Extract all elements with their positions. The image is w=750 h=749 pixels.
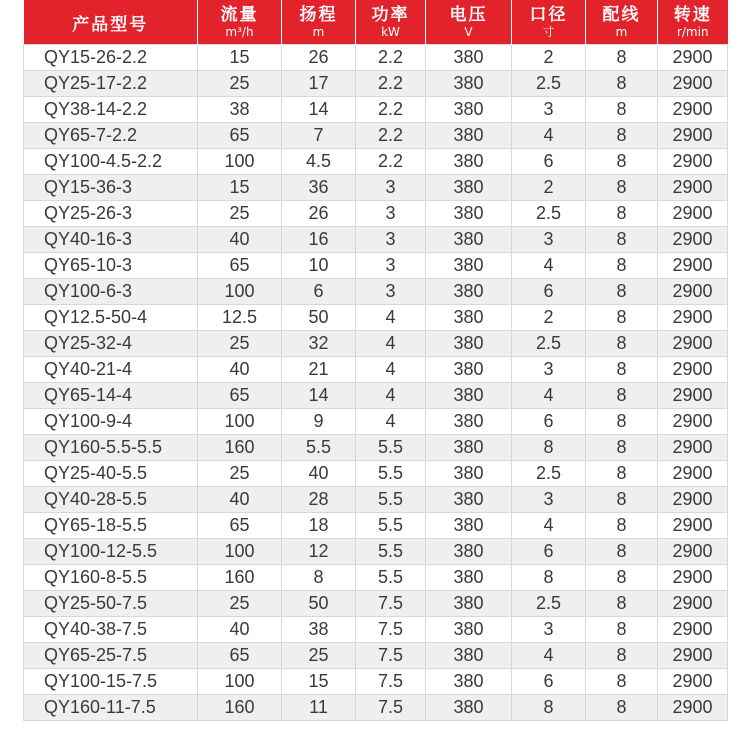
- header-flow: [198, 0, 282, 45]
- cell-voltage: 380: [426, 331, 512, 357]
- cell-power: 7.5: [356, 643, 426, 669]
- cell-speed: 2900: [658, 123, 728, 149]
- cell-cable: 8: [586, 643, 658, 669]
- table-row: [24, 487, 728, 513]
- header-speed-unit: r/min: [676, 25, 709, 39]
- cell-power: 5.5: [356, 487, 426, 513]
- header-flow-label: 流量: [220, 5, 259, 25]
- cell-voltage: 380: [426, 45, 512, 71]
- cell-cable: 8: [586, 357, 658, 383]
- cell-speed: 2900: [658, 97, 728, 123]
- cell-power: 3: [356, 253, 426, 279]
- cell-speed: 2900: [658, 71, 728, 97]
- cell-diameter: 2.5: [512, 461, 586, 487]
- cell-diameter: 6: [512, 149, 586, 175]
- cell-power: 4: [356, 383, 426, 409]
- cell-cable: 8: [586, 617, 658, 643]
- cell-head: 14: [282, 383, 356, 409]
- cell-cable: 8: [586, 71, 658, 97]
- cell-model: QY160-11-7.5: [24, 695, 198, 721]
- cell-head: 7: [282, 123, 356, 149]
- cell-power: 3: [356, 175, 426, 201]
- cell-flow: 25: [198, 591, 282, 617]
- cell-cable: 8: [586, 487, 658, 513]
- cell-model: QY40-16-3: [24, 227, 198, 253]
- table-row: [24, 331, 728, 357]
- table-row: [24, 695, 728, 721]
- header-diameter: [512, 0, 586, 45]
- header-diameter-label: 口径: [529, 5, 568, 25]
- cell-voltage: 380: [426, 149, 512, 175]
- cell-model: QY40-28-5.5: [24, 487, 198, 513]
- cell-head: 25: [282, 643, 356, 669]
- cell-power: 7.5: [356, 669, 426, 695]
- table-header: [24, 0, 728, 45]
- header-voltage: [426, 0, 512, 45]
- cell-head: 50: [282, 591, 356, 617]
- cell-speed: 2900: [658, 539, 728, 565]
- header-row: [24, 0, 728, 45]
- cell-model: QY25-50-7.5: [24, 591, 198, 617]
- cell-model: QY40-38-7.5: [24, 617, 198, 643]
- table-row: [24, 175, 728, 201]
- cell-head: 9: [282, 409, 356, 435]
- cell-model: QY65-7-2.2: [24, 123, 198, 149]
- cell-flow: 40: [198, 487, 282, 513]
- table-row: [24, 253, 728, 279]
- table-row: [24, 461, 728, 487]
- cell-head: 16: [282, 227, 356, 253]
- cell-voltage: 380: [426, 669, 512, 695]
- header-flow-unit: m³/h: [225, 25, 254, 39]
- cell-power: 4: [356, 409, 426, 435]
- cell-diameter: 3: [512, 227, 586, 253]
- header-model-label: 产品型号: [72, 14, 149, 35]
- cell-voltage: 380: [426, 435, 512, 461]
- cell-speed: 2900: [658, 669, 728, 695]
- cell-cable: 8: [586, 513, 658, 539]
- cell-cable: 8: [586, 201, 658, 227]
- header-cable-unit: m: [615, 25, 628, 39]
- cell-power: 5.5: [356, 513, 426, 539]
- cell-model: QY160-5.5-5.5: [24, 435, 198, 461]
- cell-voltage: 380: [426, 565, 512, 591]
- cell-voltage: 380: [426, 695, 512, 721]
- cell-model: QY100-9-4: [24, 409, 198, 435]
- cell-diameter: 4: [512, 513, 586, 539]
- cell-flow: 100: [198, 279, 282, 305]
- cell-cable: 8: [586, 383, 658, 409]
- cell-cable: 8: [586, 227, 658, 253]
- cell-speed: 2900: [658, 435, 728, 461]
- cell-power: 4: [356, 331, 426, 357]
- cell-voltage: 380: [426, 461, 512, 487]
- cell-flow: 65: [198, 643, 282, 669]
- cell-diameter: 2: [512, 305, 586, 331]
- cell-model: QY12.5-50-4: [24, 305, 198, 331]
- cell-diameter: 8: [512, 435, 586, 461]
- cell-diameter: 8: [512, 565, 586, 591]
- cell-voltage: 380: [426, 513, 512, 539]
- cell-diameter: 4: [512, 123, 586, 149]
- cell-voltage: 380: [426, 279, 512, 305]
- cell-speed: 2900: [658, 279, 728, 305]
- cell-flow: 100: [198, 149, 282, 175]
- header-cable-label: 配线: [602, 5, 641, 25]
- cell-power: 2.2: [356, 149, 426, 175]
- cell-diameter: 8: [512, 695, 586, 721]
- cell-head: 8: [282, 565, 356, 591]
- spec-table-container: [23, 0, 727, 721]
- cell-model: QY160-8-5.5: [24, 565, 198, 591]
- cell-diameter: 4: [512, 253, 586, 279]
- cell-voltage: 380: [426, 643, 512, 669]
- table-row: [24, 383, 728, 409]
- table-row: [24, 123, 728, 149]
- pump-spec-table: [23, 0, 728, 721]
- cell-cable: 8: [586, 253, 658, 279]
- cell-flow: 160: [198, 695, 282, 721]
- cell-flow: 100: [198, 669, 282, 695]
- cell-diameter: 6: [512, 539, 586, 565]
- cell-model: QY25-32-4: [24, 331, 198, 357]
- cell-model: QY15-36-3: [24, 175, 198, 201]
- header-power-label: 功率: [371, 5, 410, 25]
- cell-voltage: 380: [426, 305, 512, 331]
- header-power: [356, 0, 426, 45]
- cell-cable: 8: [586, 435, 658, 461]
- cell-voltage: 380: [426, 97, 512, 123]
- cell-speed: 2900: [658, 487, 728, 513]
- cell-diameter: 6: [512, 279, 586, 305]
- cell-flow: 65: [198, 123, 282, 149]
- cell-speed: 2900: [658, 201, 728, 227]
- cell-diameter: 2: [512, 175, 586, 201]
- cell-head: 6: [282, 279, 356, 305]
- cell-model: QY38-14-2.2: [24, 97, 198, 123]
- cell-model: QY15-26-2.2: [24, 45, 198, 71]
- cell-model: QY25-17-2.2: [24, 71, 198, 97]
- cell-head: 36: [282, 175, 356, 201]
- cell-cable: 8: [586, 409, 658, 435]
- cell-model: QY100-15-7.5: [24, 669, 198, 695]
- cell-cable: 8: [586, 149, 658, 175]
- cell-cable: 8: [586, 305, 658, 331]
- cell-diameter: 2.5: [512, 201, 586, 227]
- table-row: [24, 357, 728, 383]
- cell-voltage: 380: [426, 123, 512, 149]
- cell-speed: 2900: [658, 331, 728, 357]
- cell-flow: 25: [198, 71, 282, 97]
- cell-power: 7.5: [356, 695, 426, 721]
- cell-flow: 100: [198, 409, 282, 435]
- cell-flow: 40: [198, 357, 282, 383]
- cell-head: 40: [282, 461, 356, 487]
- cell-head: 10: [282, 253, 356, 279]
- cell-model: QY25-26-3: [24, 201, 198, 227]
- cell-speed: 2900: [658, 253, 728, 279]
- cell-flow: 15: [198, 175, 282, 201]
- cell-voltage: 380: [426, 539, 512, 565]
- cell-flow: 65: [198, 513, 282, 539]
- cell-model: QY65-18-5.5: [24, 513, 198, 539]
- cell-voltage: 380: [426, 409, 512, 435]
- cell-model: QY100-6-3: [24, 279, 198, 305]
- cell-diameter: 2.5: [512, 71, 586, 97]
- cell-model: QY65-14-4: [24, 383, 198, 409]
- cell-voltage: 380: [426, 383, 512, 409]
- cell-power: 3: [356, 227, 426, 253]
- cell-flow: 40: [198, 617, 282, 643]
- table-row: [24, 305, 728, 331]
- cell-head: 4.5: [282, 149, 356, 175]
- table-row: [24, 409, 728, 435]
- cell-speed: 2900: [658, 227, 728, 253]
- cell-head: 28: [282, 487, 356, 513]
- cell-head: 38: [282, 617, 356, 643]
- cell-power: 3: [356, 279, 426, 305]
- cell-cable: 8: [586, 669, 658, 695]
- header-diameter-unit: 寸: [542, 25, 555, 39]
- table-row: [24, 201, 728, 227]
- cell-diameter: 6: [512, 669, 586, 695]
- cell-speed: 2900: [658, 591, 728, 617]
- cell-voltage: 380: [426, 227, 512, 253]
- cell-diameter: 3: [512, 357, 586, 383]
- cell-flow: 38: [198, 97, 282, 123]
- header-head: [282, 0, 356, 45]
- cell-flow: 65: [198, 253, 282, 279]
- cell-speed: 2900: [658, 175, 728, 201]
- cell-model: QY100-12-5.5: [24, 539, 198, 565]
- cell-speed: 2900: [658, 565, 728, 591]
- cell-speed: 2900: [658, 383, 728, 409]
- cell-power: 3: [356, 201, 426, 227]
- cell-power: 5.5: [356, 435, 426, 461]
- cell-diameter: 2.5: [512, 331, 586, 357]
- table-row: [24, 513, 728, 539]
- cell-cable: 8: [586, 591, 658, 617]
- cell-cable: 8: [586, 123, 658, 149]
- cell-power: 5.5: [356, 461, 426, 487]
- table-row: [24, 565, 728, 591]
- cell-cable: 8: [586, 695, 658, 721]
- cell-diameter: 3: [512, 617, 586, 643]
- cell-speed: 2900: [658, 643, 728, 669]
- cell-voltage: 380: [426, 175, 512, 201]
- cell-diameter: 3: [512, 97, 586, 123]
- cell-voltage: 380: [426, 201, 512, 227]
- cell-voltage: 380: [426, 617, 512, 643]
- cell-power: 7.5: [356, 617, 426, 643]
- cell-flow: 25: [198, 201, 282, 227]
- cell-voltage: 380: [426, 591, 512, 617]
- cell-head: 5.5: [282, 435, 356, 461]
- cell-head: 32: [282, 331, 356, 357]
- header-head-unit: m: [312, 25, 325, 39]
- header-power-unit: kW: [381, 25, 400, 39]
- header-voltage-label: 电压: [449, 5, 488, 25]
- table-body: [24, 45, 728, 721]
- cell-power: 2.2: [356, 45, 426, 71]
- table-row: [24, 97, 728, 123]
- cell-flow: 25: [198, 461, 282, 487]
- table-row: [24, 227, 728, 253]
- cell-diameter: 2: [512, 45, 586, 71]
- cell-cable: 8: [586, 45, 658, 71]
- header-head-label: 扬程: [299, 5, 338, 25]
- cell-head: 26: [282, 45, 356, 71]
- cell-model: QY100-4.5-2.2: [24, 149, 198, 175]
- cell-cable: 8: [586, 565, 658, 591]
- table-row: [24, 591, 728, 617]
- cell-model: QY65-25-7.5: [24, 643, 198, 669]
- cell-head: 17: [282, 71, 356, 97]
- cell-flow: 15: [198, 45, 282, 71]
- cell-model: QY65-10-3: [24, 253, 198, 279]
- cell-speed: 2900: [658, 45, 728, 71]
- header-model: [24, 0, 198, 45]
- cell-voltage: 380: [426, 71, 512, 97]
- header-speed: [658, 0, 728, 45]
- cell-cable: 8: [586, 331, 658, 357]
- cell-power: 4: [356, 357, 426, 383]
- table-row: [24, 617, 728, 643]
- cell-power: 7.5: [356, 591, 426, 617]
- cell-head: 11: [282, 695, 356, 721]
- table-row: [24, 149, 728, 175]
- cell-speed: 2900: [658, 461, 728, 487]
- cell-cable: 8: [586, 461, 658, 487]
- table-row: [24, 71, 728, 97]
- cell-speed: 2900: [658, 695, 728, 721]
- cell-voltage: 380: [426, 487, 512, 513]
- cell-head: 50: [282, 305, 356, 331]
- header-voltage-unit: V: [464, 25, 473, 39]
- header-cable: [586, 0, 658, 45]
- cell-head: 21: [282, 357, 356, 383]
- cell-speed: 2900: [658, 409, 728, 435]
- cell-speed: 2900: [658, 149, 728, 175]
- cell-speed: 2900: [658, 305, 728, 331]
- cell-diameter: 4: [512, 643, 586, 669]
- cell-flow: 40: [198, 227, 282, 253]
- cell-flow: 100: [198, 539, 282, 565]
- cell-voltage: 380: [426, 253, 512, 279]
- cell-diameter: 3: [512, 487, 586, 513]
- cell-cable: 8: [586, 97, 658, 123]
- cell-speed: 2900: [658, 357, 728, 383]
- cell-power: 5.5: [356, 565, 426, 591]
- cell-flow: 65: [198, 383, 282, 409]
- table-row: [24, 279, 728, 305]
- cell-power: 4: [356, 305, 426, 331]
- cell-cable: 8: [586, 175, 658, 201]
- cell-model: QY40-21-4: [24, 357, 198, 383]
- cell-speed: 2900: [658, 617, 728, 643]
- cell-diameter: 4: [512, 383, 586, 409]
- table-row: [24, 45, 728, 71]
- table-row: [24, 669, 728, 695]
- cell-voltage: 380: [426, 357, 512, 383]
- cell-power: 2.2: [356, 97, 426, 123]
- cell-flow: 12.5: [198, 305, 282, 331]
- cell-head: 15: [282, 669, 356, 695]
- cell-power: 2.2: [356, 71, 426, 97]
- cell-speed: 2900: [658, 513, 728, 539]
- cell-cable: 8: [586, 279, 658, 305]
- cell-flow: 160: [198, 565, 282, 591]
- table-row: [24, 539, 728, 565]
- table-row: [24, 643, 728, 669]
- cell-head: 12: [282, 539, 356, 565]
- cell-diameter: 6: [512, 409, 586, 435]
- cell-cable: 8: [586, 539, 658, 565]
- header-speed-label: 转速: [673, 5, 712, 25]
- cell-power: 2.2: [356, 123, 426, 149]
- cell-diameter: 2.5: [512, 591, 586, 617]
- cell-head: 18: [282, 513, 356, 539]
- cell-power: 5.5: [356, 539, 426, 565]
- table-row: [24, 435, 728, 461]
- cell-head: 14: [282, 97, 356, 123]
- cell-flow: 160: [198, 435, 282, 461]
- cell-head: 26: [282, 201, 356, 227]
- cell-model: QY25-40-5.5: [24, 461, 198, 487]
- cell-flow: 25: [198, 331, 282, 357]
